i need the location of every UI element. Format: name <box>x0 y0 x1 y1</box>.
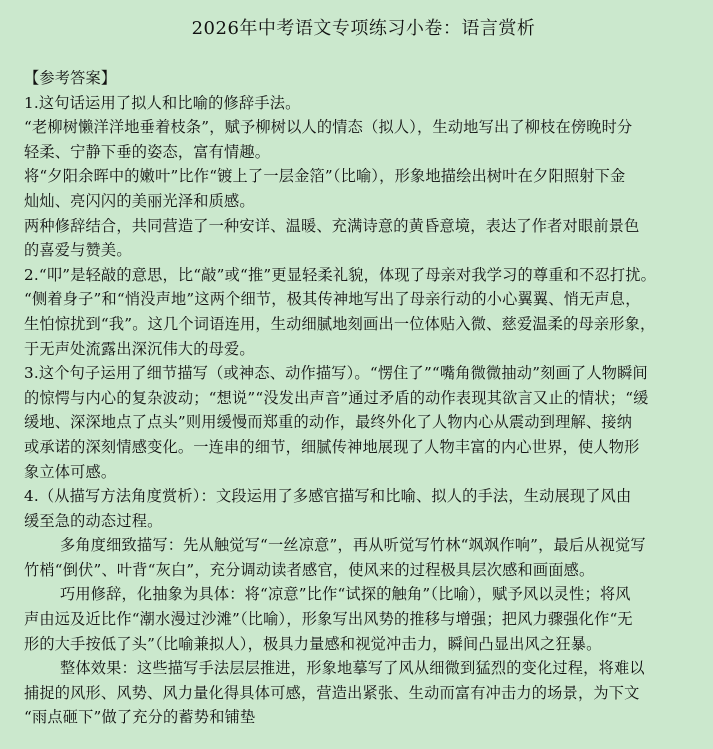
text-line: 巧用修辞，化抽象为具体：将“凉意”比作“试探的触角”（比喻），赋予风以灵性；将风 <box>60 585 631 604</box>
answer-lines <box>24 91 703 730</box>
text-line: 3.这个句子运用了细节描写（或神态、动作描写）。“愣住了”“嘴角微微抽动”刻画了人物瞬间 <box>24 364 648 383</box>
text-line: 将“夕阳余晖中的嫩叶”比作“镀上了一层金箔”（比喻），形象地描绘出树叶在夕阳照射下金 <box>24 167 626 186</box>
text-line: 的惊愕与内心的复杂波动；“想说”“没发出声音”通过矛盾的动作表现其欲言又止的情状；“缓 <box>24 388 649 407</box>
text-line: “侧着身子”和“悄没声地”这两个细节，极其传神地写出了母亲行动的小心翼翼、悄无声息， <box>24 290 641 309</box>
text-line: “老柳树懒洋洋地垂着枝条”，赋予柳树以人的情态（拟人），生动地写出了柳枝在傍晚时分 <box>24 118 633 137</box>
text-line: “雨点砸下”做了充分的蓄势和铺垫 <box>24 708 256 727</box>
text-line: 竹梢“倒伏”、叶背“灰白”，充分调动读者感官，使风来的过程极具层次感和画面感。 <box>24 560 595 579</box>
text-line: 缓地、深深地点了点头”则用缓慢而郑重的动作，最终外化了人物内心从震动到理解、接纳 <box>24 413 633 432</box>
text-line: 形的大手按低了头”（比喻兼拟人），极具力量感和视觉冲击力，瞬间凸显出风之狂暴。 <box>24 634 602 653</box>
text-line: 灿灿、亮闪闪的美丽光泽和质感。 <box>24 191 255 210</box>
text-line: 生怕惊扰到“我”。这几个词语连用，生动细腻地刻画出一位体贴入微、慈爱温柔的母亲形象， <box>24 314 656 333</box>
text-line: 于无声处流露出深沉伟大的母爱。 <box>24 339 255 358</box>
text-line: 两种修辞结合，共同营造了一种安详、温暖、充满诗意的黄昏意境，表达了作者对眼前景色 <box>24 216 640 235</box>
text-line: 捕捉的风形、风势、风力量化得具体可感，营造出紧张、生动而富有冲击力的场景，为下文 <box>24 683 640 702</box>
text-line: 象立体可感。 <box>24 462 117 481</box>
section-header: 【参考答案】 <box>24 69 117 87</box>
text-line: 轻柔、宁静下垂的姿态，富有情趣。 <box>24 142 271 161</box>
text-line: 缓至急的动态过程。 <box>24 511 163 530</box>
text-line: 多角度细致描写：先从触觉写“一丝凉意”，再从听觉写竹林“飒飒作响”，最后从视觉写 <box>60 536 646 555</box>
answer-body <box>24 66 703 730</box>
text-line: 的喜爱与赞美。 <box>24 241 132 260</box>
page-title: 2026年中考语文专项练习小卷：语言赏析 <box>191 18 536 39</box>
text-line: 4.（从描写方法角度赏析）：文段运用了多感官描写和比喻、拟人的手法，生动展现了风由 <box>24 487 632 506</box>
text-line: 整体效果：这些描写手法层层推进，形象地摹写了风从细微到猛烈的变化过程，将难以 <box>60 659 645 678</box>
text-line: 2.“叩”是轻敲的意思，比“敲”或“推”更显轻柔礼貌，体现了母亲对我学习的尊重和不忍打扰。 <box>24 265 657 284</box>
text-line: 声由远及近比作“潮水漫过沙滩”（比喻），形象写出风势的推移与增强；把风力骤强化作“无 <box>24 610 633 629</box>
text-line: 或承诺的深刻情感变化。一连串的细节，细腻传神地展现了人物丰富的内心世界，使人物形 <box>24 437 640 456</box>
text-line: 1.这句话运用了拟人和比喻的修辞手法。 <box>24 93 301 112</box>
